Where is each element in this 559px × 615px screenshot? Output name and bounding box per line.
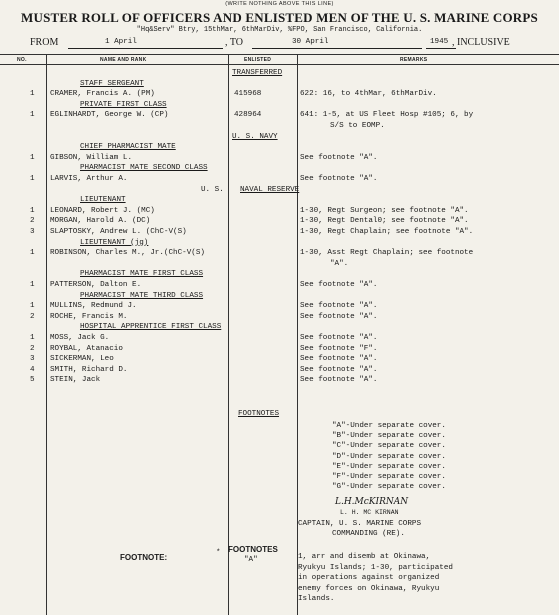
from-label: FROM (30, 37, 59, 48)
rank-heading: PHARMACIST MATE THIRD CLASS (80, 291, 204, 300)
entry-remarks: 641: 1-5, at US Fleet Hosp #105; 6, by (300, 111, 474, 120)
entry-number: 1 (30, 334, 35, 342)
entry-remarks: See footnote "A". (300, 175, 378, 183)
entry-number: 1 (30, 249, 35, 258)
footnote-item: "C"-Under separate cover. (332, 442, 446, 451)
entry-name: MORGAN, Harold A. (DC) (50, 217, 151, 226)
footnote-a-line: in operations against organized (298, 574, 440, 582)
signer-command: COMMANDING (RE). (332, 530, 405, 538)
entry-number: 1 (30, 281, 35, 289)
entry-name: ROBINSON, Charles M., Jr.(ChC-V(S) (50, 249, 205, 258)
footnote-item: "A"-Under separate cover. (332, 422, 446, 430)
entry-remarks: See footnote "A". (300, 376, 378, 385)
entry-remarks: 1-30, Regt Dental0; see footnote "A". (300, 217, 469, 226)
entry-name: ROCHE, Francis M. (50, 312, 128, 321)
col-divider-enlisted (297, 54, 298, 615)
entry-number: 1 (30, 302, 35, 311)
footnote-a-line: enemy forces on Okinawa, Ryukyu (298, 584, 440, 593)
entry-number: 4 (30, 365, 35, 374)
entry-service-number: 428964 (234, 111, 262, 120)
entry-number: 5 (30, 376, 35, 385)
year-value: 1945 (430, 38, 449, 46)
document-title: MUSTER ROLL OF OFFICERS AND ENLISTED MEN OF THE U. S. MARINE CORPS (21, 10, 538, 25)
entry-name: MOSS, Jack G. (50, 334, 110, 342)
entry-name: PATTERSON, Dalton E. (50, 281, 142, 289)
rank-heading: PRIVATE FIRST CLASS (80, 100, 167, 109)
entry-name: LARVIS, Arthur A. (50, 175, 128, 183)
to-value: 30 April (292, 38, 329, 46)
col-divider-no (46, 54, 47, 615)
footnote-item: "B"-Under separate cover. (332, 432, 446, 441)
footnote-label: FOOTNOTE: (120, 553, 168, 562)
rank-heading: CHIEF PHARMACIST MATE (80, 143, 176, 152)
banner-left: U. S. (201, 185, 224, 194)
signature: L.H.McKIRNAN (335, 497, 409, 507)
rank-heading: LIEUTENANT (jg) (80, 238, 149, 247)
entry-name: SLAPTOSKY, Andrew L. (ChC-V(S) (50, 228, 187, 236)
footnote-a-line: Islands. (298, 595, 335, 603)
entry-service-number: 415968 (234, 90, 262, 99)
entry-name: ROYBAL, Atanacio (50, 344, 123, 353)
col-header-enlisted: ENLISTED (244, 57, 272, 63)
entry-remarks-continued: "A". (330, 259, 349, 268)
bottom-footnotes-label: FOOTNOTES (228, 545, 278, 554)
signer-title: CAPTAIN, U. S. MARINE CORPS (298, 520, 422, 528)
entry-number: 1 (30, 175, 35, 183)
footnote-item: "D"-Under separate cover. (332, 452, 446, 461)
col-divider-name (228, 54, 229, 615)
section-heading: TRANSFERRED (232, 69, 283, 77)
to-label: , TO (225, 37, 243, 48)
table-top-rule (0, 54, 559, 55)
top-note: (WRITE NOTHING ABOVE THIS LINE) (225, 1, 334, 7)
rank-heading: STAFF SERGEANT (80, 79, 144, 88)
unit-line: "Hq&Serv" Btry, 15thMar, 6thMarDiv, %FPO, San Francisco, California. (136, 26, 423, 34)
footnote-a-label: "A" (244, 556, 258, 564)
entry-number: 3 (30, 228, 35, 236)
banner-right: NAVAL RESERVE (240, 185, 300, 194)
entry-name: CRAMER, Francis A. (PM) (50, 90, 155, 99)
entry-remarks: See footnote "A". (300, 365, 378, 374)
entry-name: SMITH, Richard D. (50, 365, 128, 374)
entry-remarks: See footnote "A". (300, 153, 378, 162)
entry-remarks: See footnote "A". (300, 281, 378, 289)
entry-number: 1 (30, 111, 35, 120)
entry-remarks: See footnote "A". (300, 334, 378, 342)
footnotes-heading: FOOTNOTES (238, 410, 280, 418)
rank-heading: PHARMACIST MATE SECOND CLASS (80, 164, 208, 173)
entry-name: EGLINHARDT, George W. (CP) (50, 111, 169, 120)
col-header-no: NO. (17, 57, 27, 63)
entry-number: 3 (30, 355, 35, 364)
entry-name: GIBSON, William L. (50, 153, 133, 162)
entry-remarks: 1-30, Asst Regt Chaplain; see footnote (300, 249, 474, 258)
footnote-item: "G"-Under separate cover. (332, 483, 446, 492)
entry-name: LEONARD, Robert J. (MC) (50, 206, 155, 215)
from-value: 1 April (105, 38, 137, 46)
col-header-name: NAME AND RANK (100, 57, 147, 63)
inclusive-label: , INCLUSIVE (452, 37, 510, 48)
entry-name: SICKERMAN, Leo (50, 355, 114, 364)
footnote-a-line: 1, arr and disemb at Okinawa, (298, 553, 431, 561)
entry-number: 1 (30, 90, 35, 99)
entry-remarks: 1-30, Regt Chaplain; see footnote "A". (300, 228, 474, 236)
entry-remarks: See footnote "A". (300, 312, 378, 321)
date-range-row (30, 37, 550, 49)
rank-heading: LIEUTENANT (80, 196, 126, 205)
entry-name: MULLINS, Redmund J. (50, 302, 137, 311)
rank-heading: PHARMACIST MATE FIRST CLASS (80, 270, 204, 279)
footnote-star: * (216, 549, 221, 557)
footnote-item: "E"-Under separate cover. (332, 462, 446, 471)
entry-number: 2 (30, 217, 35, 226)
entry-remarks: 622: 16, to 4thMar, 6thMarDiv. (300, 90, 437, 99)
entry-number: 2 (30, 344, 35, 353)
rank-heading: HOSPITAL APPRENTICE FIRST CLASS (80, 323, 222, 332)
footnote-item: "F"-Under separate cover. (332, 473, 446, 481)
col-header-remarks: REMARKS (400, 57, 428, 63)
entry-name: STEIN, Jack (50, 376, 101, 385)
entry-remarks: See footnote "A". (300, 355, 378, 364)
entry-number: 1 (30, 206, 35, 215)
footnote-a-line: Ryukyu Islands; 1-30, participated (298, 563, 453, 572)
entry-remarks: See footnote "A". (300, 302, 378, 311)
signer-name: L. H. MC KIRNAN (340, 509, 399, 516)
entry-remarks: See footnote "F". (300, 344, 378, 353)
entry-number: 1 (30, 153, 35, 162)
table-header-rule (0, 64, 559, 65)
entry-number: 2 (30, 312, 35, 321)
entry-remarks: 1-30, Regt Surgeon; see footnote "A". (300, 206, 469, 215)
entry-remarks-continued: S/S to EOMP. (330, 122, 385, 130)
section-heading: U. S. NAVY (232, 132, 278, 141)
